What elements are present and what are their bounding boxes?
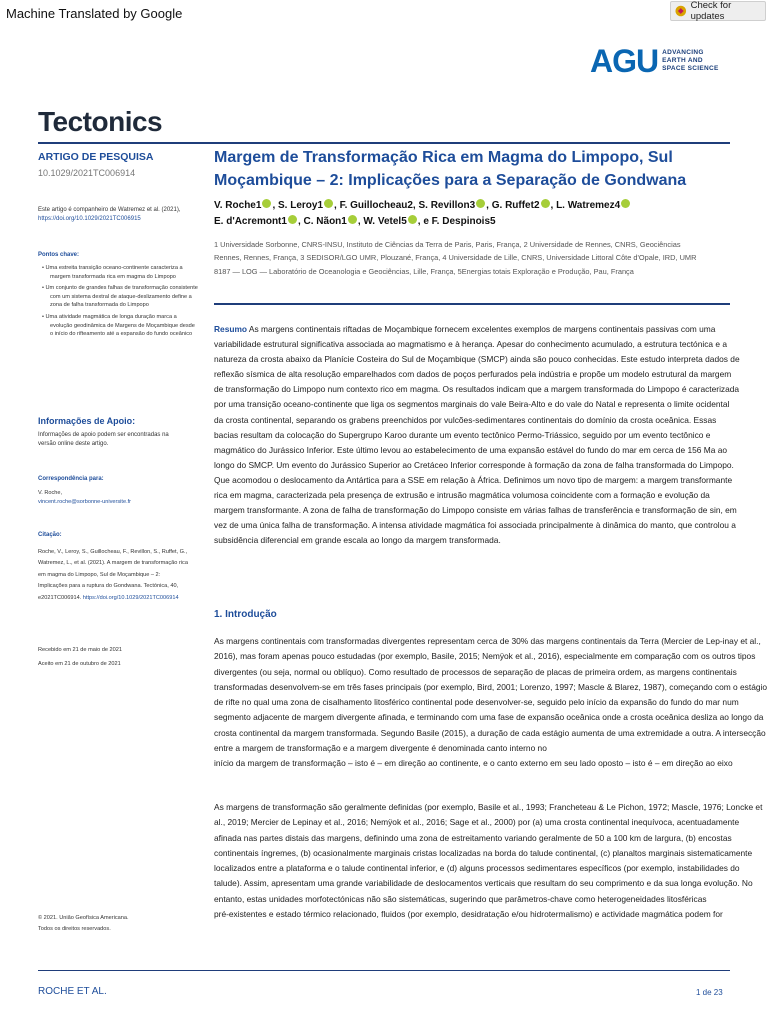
machine-translated-label: Machine Translated by Google — [6, 6, 183, 21]
abstract — [214, 322, 740, 548]
key-point-item: • Uma estreita transição oceano-continente caracteriza a margem transformada rica em magma do Limpopo — [42, 265, 183, 280]
correspondence-name: V. Roche, — [38, 490, 63, 496]
affiliations: 1 Universidade Sorbonne, CNRS-INSU, Instituto de Ciências da Terra de Paris, Paris, França, 2 Universidade de Rennes, CNRS, Geociências Rennes, Rennes, França, 3 SEDISOR/LGO UMR, Plouzané, França, 4 Universidade de Lille, CNRS, Universidade Littoral Côte d'Opale, IRD, UMR 8187 — LOG — Laboratório de Oceanologia e Geociências, Lille, França, 5Energias totais Exploração e Produção, Pau, França — [214, 240, 697, 276]
check-for-updates-button[interactable] — [670, 1, 766, 21]
article-type-label: ARTIGO DE PESQUISA — [38, 151, 154, 163]
journal-name: Tectonics — [38, 106, 163, 137]
correspondence-block — [38, 489, 188, 506]
key-point-item: • Uma atividade magmática de longa duração marca a evolução geodinâmica de Margens de Moçambique desde o início do rifteamento até a expansão do fundo oceânico — [42, 313, 195, 338]
orcid-icon[interactable] — [476, 199, 485, 208]
author-name: , L. Watremez4 — [550, 200, 621, 211]
article-doi: 10.1029/2021TC006914 — [38, 168, 136, 178]
abstract-text: As margens continentais riftadas de Moçambique fornecem excelentes exemplos de margens continentais passivas com uma variabilidade estrutural significativa associada ao magmatismo e à herança. Apesar do conhecimento acumulado, a estrutura tectónica e a natureza da crosta abaixo da Planície Costeira do Sul de Moçambique (SMCP) ainda são pouco conhecidas. Este estudo interpreta dados de reflexão sísmica de alta resolução emparelhados com dados de poços perfurados pela indústria e propõe um modelo estrutural da margem de transformação do Limpopo num contexto rico em magma. Os resultados indicam que a margem transformada do Limpopo é caracterizada por uma transição oceano-continente que liga os segmentos marginais do vale Beira-Alto e do vale do Natal e representa o limite ocidental da crosta continental, separando os grabens preenchidos por vulcões-sedimentares continentais do domínio da crosta oceânica. Essas bacias resultam da colocação do Supergrupo Karoo durante um evento tectônico Permo-Triássico, seguido por um evento tectônico e magmático do Jurássico Inferior. Este último levou ao estabelecimento de uma expansão estável do fundo do mar em cerca de 156 Ma ao longo do SMCP. Um evento do Jurássico Superior ao Cretáceo Inferior corresponde à formação da zona de falha transformada do Limpopo. Que acomodou o deslocamento da Antártica para a SSE em relação à África. Definimos um novo tipo de margem: a margem transformante rica em magma, caracterizada pela presença de extrusão e intrusão magmática volumosa coincidente com a formação e evolução da margem transformante. A zona de falha de transformação do Limpopo consiste em várias falhas de transferência e transformação de sin, em vez de uma única falha de transformação. A intensa atividade magmática foi associada principalmente à dinâmica do manto, que controlou a subsidência diferencial em grande escala ao longo da margem transformada. — [214, 324, 740, 546]
correspondence-email-link[interactable]: vincent.roche@sorbonne-universite.fr — [38, 498, 132, 505]
paragraph-last-line: início da margem de transformação – isto é – em direção ao continente, e o canto externo em seu lado oposto – isto é – em direção ao eixo — [214, 758, 733, 769]
author-name: , S. Leroy1 — [272, 200, 324, 211]
body-paragraph — [214, 800, 768, 922]
article-dates — [38, 643, 188, 671]
abstract-divider — [214, 303, 730, 305]
check-for-updates-label: Check for updates — [690, 0, 732, 22]
journal-divider — [38, 142, 730, 144]
orcid-icon[interactable] — [348, 215, 357, 224]
support-info-text: Informações de apoio podem ser encontradas na versão online deste artigo. — [38, 432, 169, 447]
agu-tagline — [662, 49, 719, 73]
author-name: , C. Nãon1 — [297, 216, 347, 227]
author-list — [214, 198, 684, 230]
author-name: V. Roche1 — [214, 200, 262, 211]
key-point-item: • Um conjunto de grandes falhas de transformação consistente com um sistema dextral de ataque-deslizamento define a zona de falha transformada do Limpopo — [42, 285, 198, 309]
section-heading-introduction: 1. Introdução — [214, 609, 277, 620]
agu-tagline-line: ADVANCING — [662, 49, 704, 56]
citation-doi-link[interactable]: https://doi.org/10.1029/2021TC006914 — [82, 594, 179, 601]
author-name: , G. Ruffet2 — [486, 200, 540, 211]
paragraph-text: As margens continentais com transformadas divergentes representam cerca de 30% das margens continentais da Terra (Mercier de Lep-inay et al., 2016), mas foram apenas pouco estudadas (por exemplo, Basile, 2015; Nemÿok et al., 2016), especialmente em comparação com os outros tipos divergentes (ou seja, normal ou oblíquo). Como resultado de processos de separação de placas de primeira ordem, as margens continentais transformadas desenvolvem-se em três fases principais (por exemplo, Bird, 2001; Lorenzo, 1997; Mascle & Blarez, 1987), começando com o estágio de rifte no qual uma zona de cisalhamento litosférico continental pode desenvolver-se, seguido pelo início da expansão do fundo do mar num segmento adjacente de margem divergente afinada, e terminando com uma fase de expansão oceânica onde a crosta oceânica desliza ao longo da crosta continental da margem transformada. Segundo Basile (2015), a duração de cada estágio aumenta de uma extremidade a outra. A intersecção entre a margem de transformação e a margem divergente é denominada canto interno no — [214, 636, 768, 754]
orcid-icon[interactable] — [408, 215, 417, 224]
support-info-title: Informações de Apoio: — [38, 416, 136, 426]
author-name: , e F. Despinois5 — [417, 216, 496, 227]
agu-logo-mark: AGU — [590, 43, 659, 79]
accepted-date: Aceito em 21 de outubro de 2021 — [38, 661, 121, 667]
companion-note — [38, 206, 188, 223]
author-name: , S. Revillon3 — [412, 200, 476, 211]
copyright-line: Todos os direitos reservados. — [38, 926, 111, 932]
page-number: 1 de 23 — [696, 988, 723, 997]
footer-divider — [38, 970, 730, 971]
citation-text: Roche, V., Leroy, S., Guillocheau, F., Revillon, S., Ruffet, G., Watremez, L., et al. (2021). A margem de transformação rica em magma do Limpopo, Sul de Moçambique – 2: Implicações para a ruptura do Gondwana. Tectónica, 40, e2021TC006914. — [38, 549, 188, 601]
orcid-icon[interactable] — [541, 199, 550, 208]
author-name: E. d'Acremont1 — [214, 216, 287, 227]
orcid-icon[interactable] — [288, 215, 297, 224]
top-banner — [0, 0, 768, 28]
orcid-icon[interactable] — [262, 199, 271, 208]
copyright-line: © 2021. União Geofísica Americana. — [38, 915, 129, 921]
abstract-label: Resumo — [214, 324, 248, 334]
author-name: , F. Guillocheau2 — [334, 200, 413, 211]
key-points-title: Pontos chave: — [38, 252, 80, 258]
check-updates-icon — [675, 5, 687, 17]
article-title: Margem de Transformação Rica em Magma do Limpopo, Sul Moçambique – 2: Implicações para a Separação de Gondwana — [214, 149, 687, 189]
companion-text: Este artigo é companheiro de Watremez et al. (2021), — [38, 207, 181, 213]
key-points-list — [38, 264, 198, 342]
paragraph-text: As margens de transformação são geralmente definidas (por exemplo, Basile et al., 1993; Francheteau & Le Pichon, 1972; Mascle, 1976; Loncke et al., 2019; Mercier de Lepinay et al., 2016; Nemÿok et al., 2016; Sage et al., 2000) por (a) uma crosta continental inequívoca, acentuadamente afinada nas partes distais das margens, definindo uma zona de estreitamento variando geralmente de 50 a 100 km de largura, (b) encostas continentais íngremes, (b) ocasionalmente marginais cristas localizadas na borda do talude continental, (c) planaltos marginais sistematicamente localizados entre a plataforma e o talude continental inferior, e (d) alguns processos sedimentares específicos (por exemplo, instabilidades do talude). Assim, apresentam uma grande variabilidade de deslocamentos verticais que resultam do seu comprimento e da sua longa evolução. No entanto, estas unidades morfotectónicas não são sistemáticas, sugerindo que parâmetros-chave como heterogeneidades litosféricas — [214, 802, 763, 904]
body-paragraph — [214, 634, 768, 772]
orcid-icon[interactable] — [621, 199, 630, 208]
received-date: Recebido em 21 de maio de 2021 — [38, 647, 122, 653]
paragraph-last-line: pré-existentes e estado térmico relacionado, fluidos (por exemplo, desidratação e/ou hidrotermalismo) e actividade magmática podem for — [214, 909, 723, 920]
copyright-notice — [38, 913, 188, 935]
citation-block — [38, 547, 188, 604]
footer-authors: ROCHE ET AL. — [38, 986, 107, 997]
companion-link[interactable]: https://doi.org/10.1029/2021TC006915 — [38, 215, 141, 222]
agu-tagline-line: SPACE SCIENCE — [662, 65, 719, 72]
citation-title: Citação: — [38, 532, 62, 538]
agu-tagline-line: EARTH AND — [662, 57, 703, 64]
orcid-icon[interactable] — [324, 199, 333, 208]
agu-logo — [590, 44, 719, 78]
correspondence-title: Correspondência para: — [38, 476, 104, 482]
author-name: , W. Vetel5 — [357, 216, 407, 227]
